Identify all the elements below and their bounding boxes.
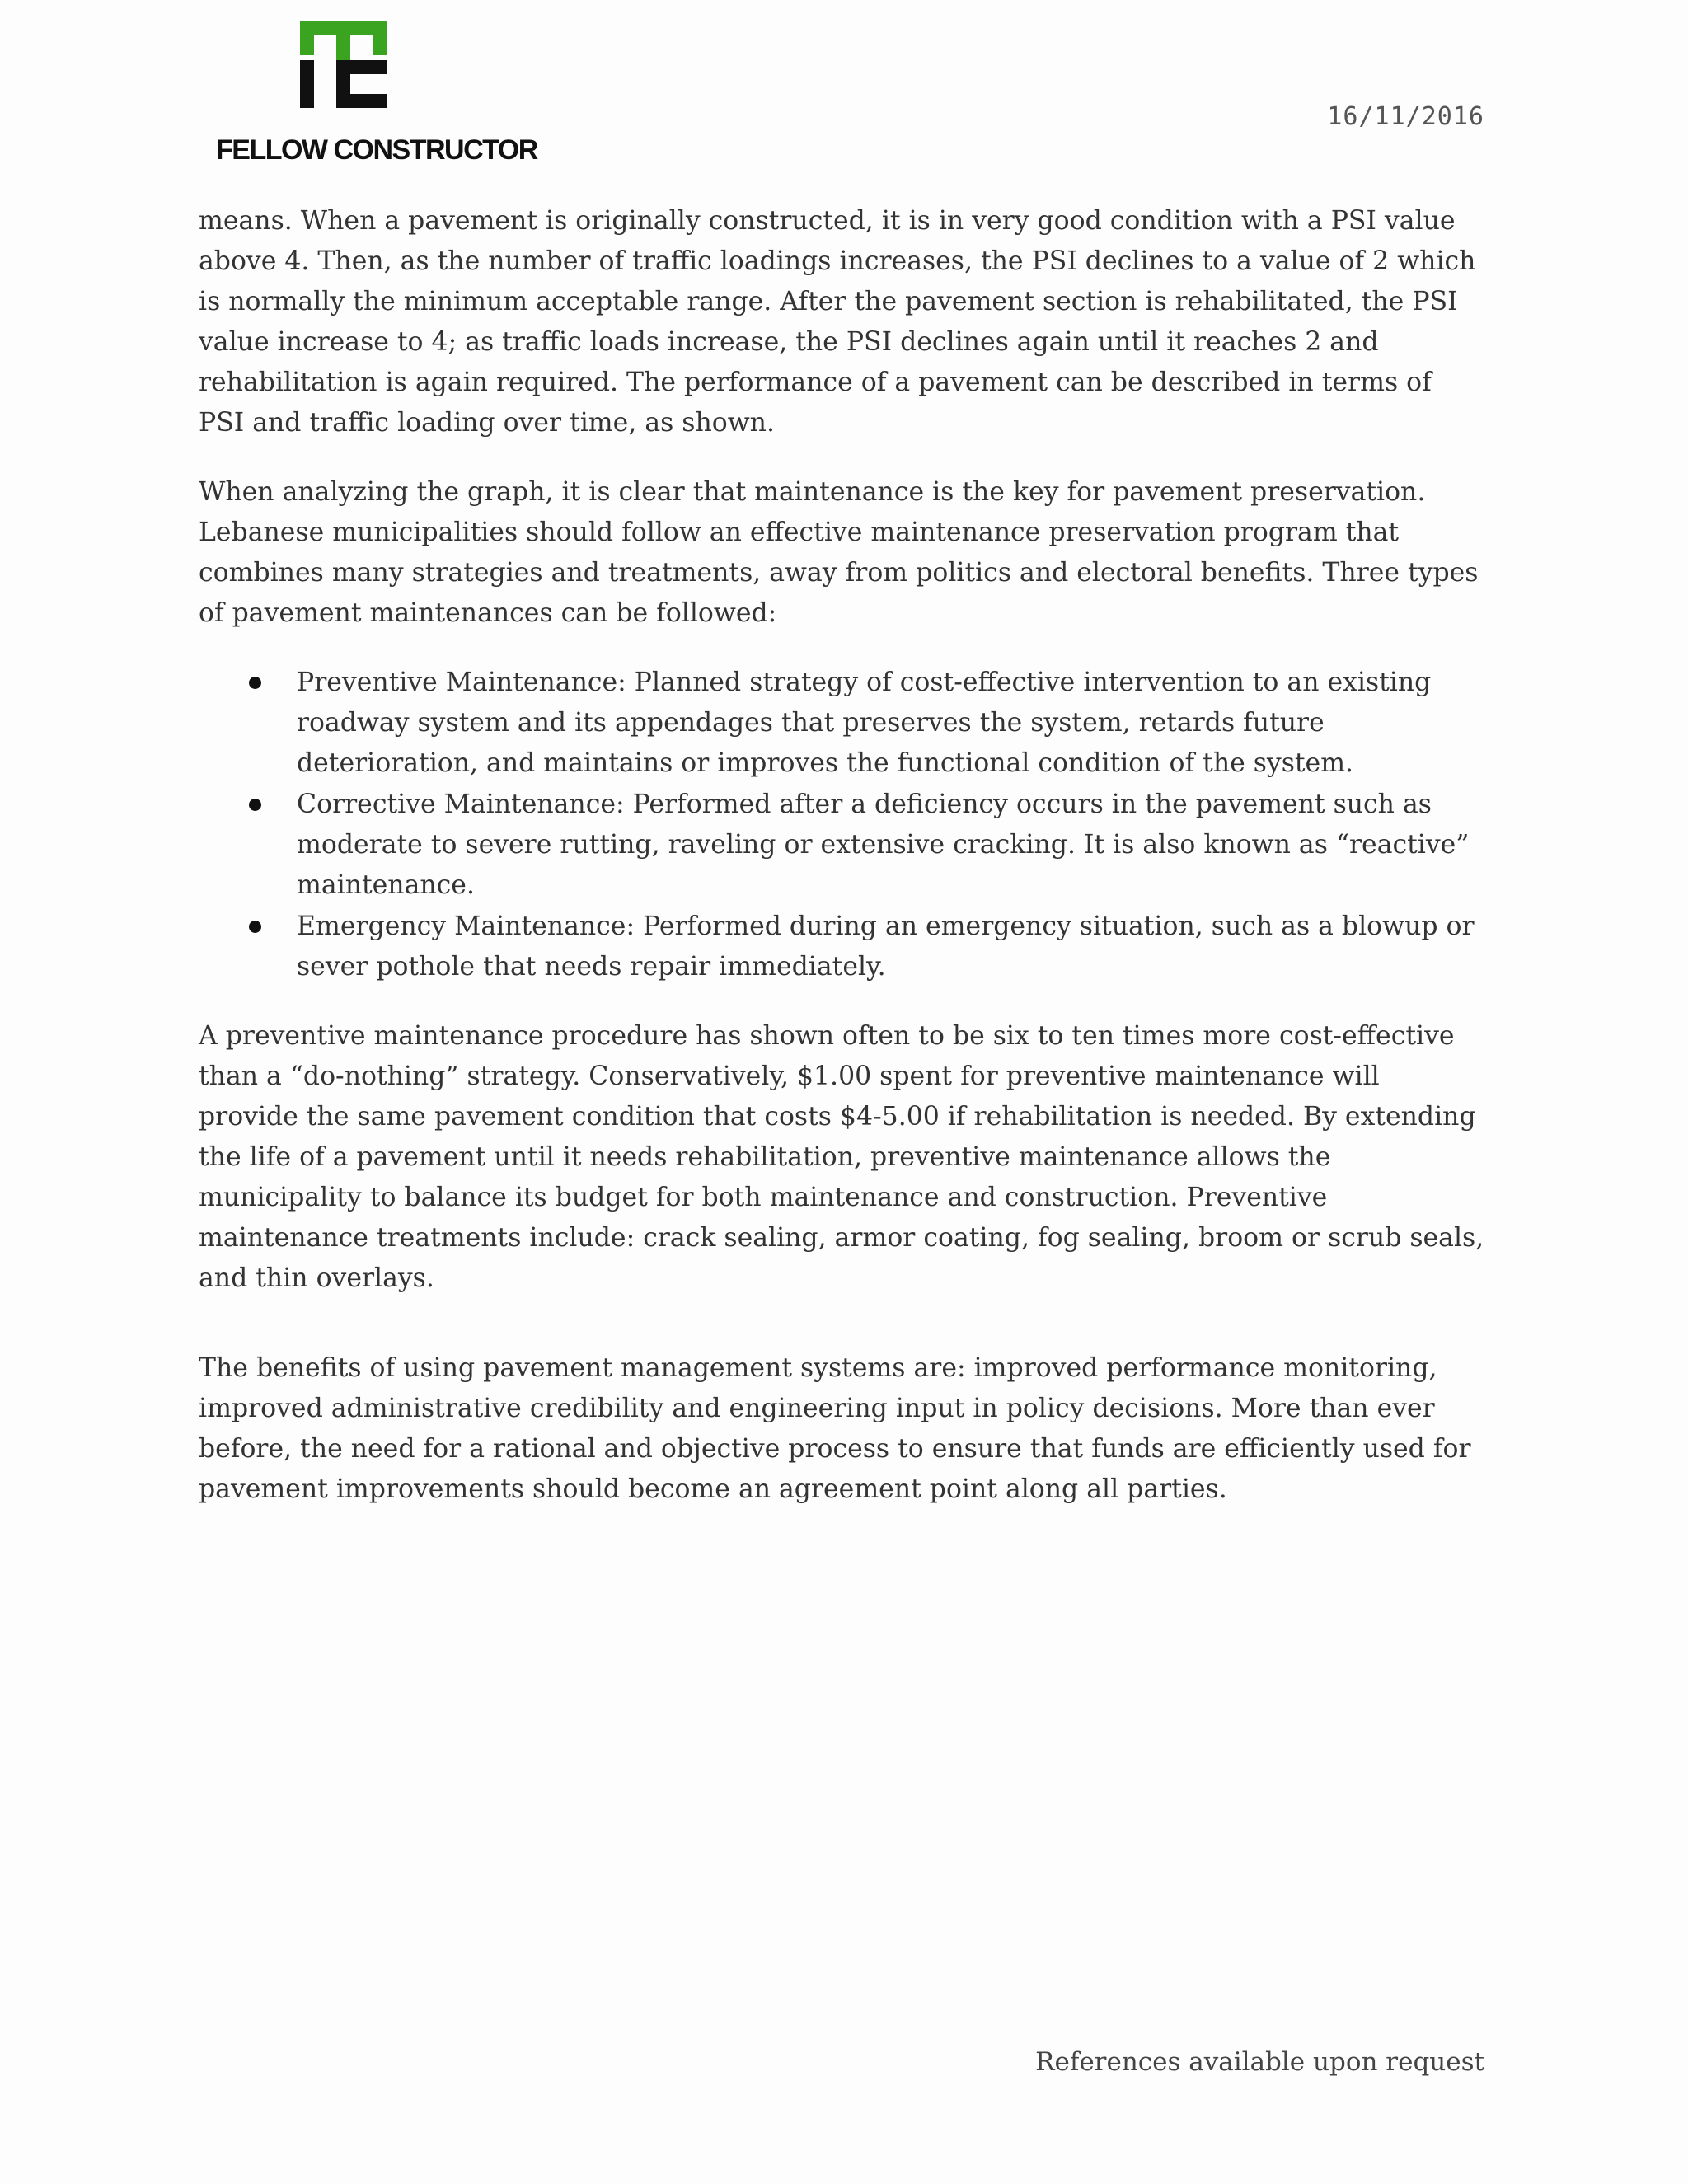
maintenance-types-list xyxy=(199,663,1484,987)
paragraph: A preventive maintenance procedure has shown often to be six to ten times more cost-effective than a “do-nothing” strategy. Conservatively, $1.00 spent for preventive maintenance will provide the same pavement condition that costs $4-5.00 if rehabilitation is needed. By extending the life of a pavement until it needs rehabilitation, preventive maintenance allows the municipality to balance its budget for both maintenance and construction. Preventive maintenance treatments include: crack sealing, armor coating, fog sealing, broom or scrub seals, and thin overlays. xyxy=(199,1021,1484,1293)
logo-black-base xyxy=(336,94,387,108)
document-body xyxy=(199,201,1484,1539)
bullet-icon xyxy=(249,799,261,811)
list-item xyxy=(199,663,1484,784)
list-item-text: Emergency Maintenance: Performed during an emergency situation, such as a blowup or sever pothole that needs repair immediately. xyxy=(297,912,1475,982)
logo-black-right-bar xyxy=(350,60,387,74)
logo-black-left-post xyxy=(300,60,314,108)
company-name: FELLOW CONSTRUCTOR xyxy=(216,134,537,166)
logo-green-left-post xyxy=(300,21,314,55)
paragraph: When analyzing the graph, it is clear that maintenance is the key for pavement preservation. Lebanese municipalities should follow an effective maintenance preservation program that combines many strategies and treatments, away from politics and electoral benefits. Three types of pavement maintenances can be followed: xyxy=(199,477,1479,628)
logo-mark-icon xyxy=(300,21,387,108)
list-item-text: Preventive Maintenance: Planned strategy of cost-effective intervention to an existing roadway system and its appendages that preserves the system, retards future deterioration, and maintains or improves the functional condition of the system. xyxy=(297,668,1432,778)
logo-green-right-post xyxy=(373,21,387,55)
bullet-icon xyxy=(249,677,261,689)
company-logo xyxy=(216,21,537,177)
list-item xyxy=(199,785,1484,906)
document-date: 16/11/2016 xyxy=(1327,102,1484,131)
paragraph: means. When a pavement is originally constructed, it is in very good condition with a PSI value above 4. Then, as the number of traffic loadings increases, the PSI declines to a value of 2 which is normally the minimum acceptable range. After the pavement section is rehabilitated, the PSI value increase to 4; as traffic loads increase, the PSI declines again until it reaches 2 and rehabilitation is again required. The performance of a pavement can be described in terms of PSI and traffic loading over time, as shown. xyxy=(199,206,1476,438)
list-item xyxy=(199,907,1484,987)
bullet-icon xyxy=(249,921,261,933)
list-item-text: Corrective Maintenance: Performed after a deficiency occurs in the pavement such as moderate to severe rutting, raveling or extensive cracking. It is also known as “reactive” maintenance. xyxy=(297,790,1470,900)
footer-note: References available upon request xyxy=(1035,2047,1484,2077)
paragraph: The benefits of using pavement management systems are: improved performance monitoring, improved administrative credibility and engineering input in policy decisions. More than ever before, the need for a rational and objective process to ensure that funds are efficiently used for pavement improvements should become an agreement point along all parties. xyxy=(199,1353,1471,1504)
